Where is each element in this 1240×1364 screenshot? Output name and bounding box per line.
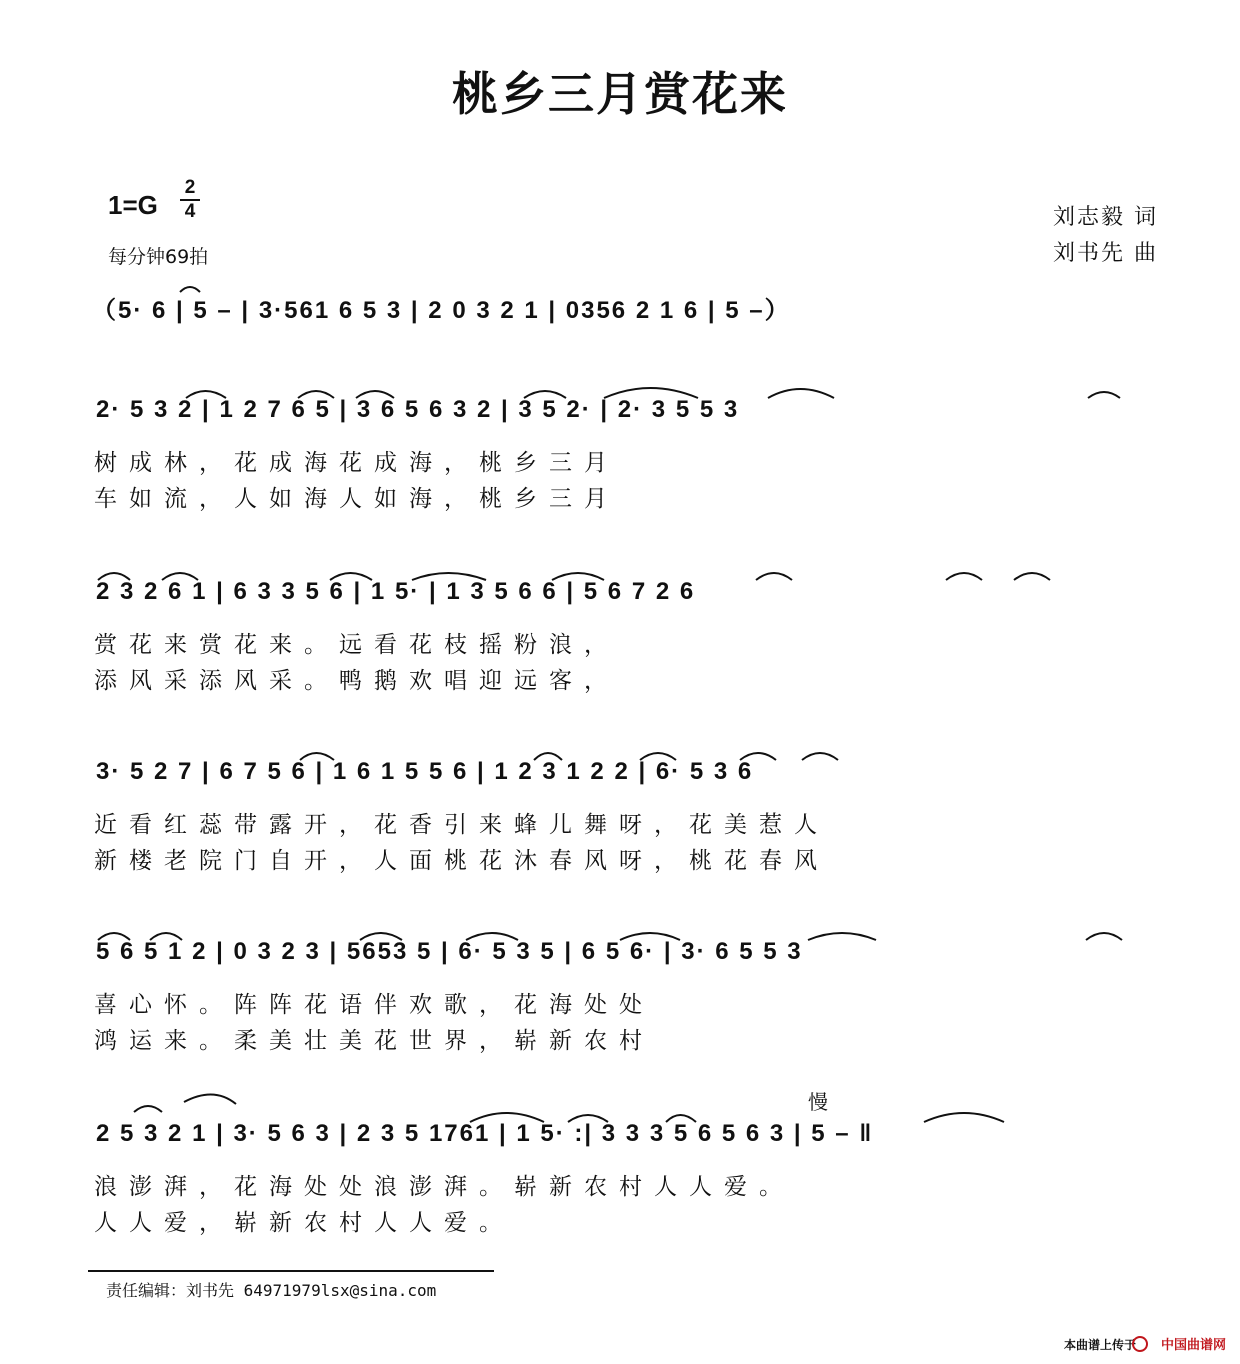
- footer-divider: [88, 1270, 494, 1272]
- slur: [300, 753, 334, 760]
- upload-note: 本曲谱上传于: [1063, 1338, 1136, 1352]
- slur: [1014, 573, 1050, 580]
- lyrics-line-4-verse-1: 喜心怀。阵阵花语伴欢歌，花海处处: [94, 992, 654, 1018]
- slur: [808, 933, 876, 940]
- notation-line-5: 2 5 3 2 1 | 3· 5 6 3 | 2 3 5 1761 | 1 5· :| 3 3 3 5 6 5 6 3 | 5 – ‖: [96, 1120, 874, 1147]
- slur: [1088, 392, 1120, 398]
- slur: [298, 391, 334, 398]
- slur: [150, 933, 182, 940]
- slur: [360, 933, 402, 940]
- lyrics-line-2-verse-2: 添风采添风采。鸭鹅欢唱迎远客，: [94, 668, 619, 694]
- tempo-marking: 每分钟69拍: [108, 246, 209, 268]
- slur: [604, 388, 698, 398]
- time-signature-numerator: 2: [184, 177, 196, 198]
- lyrics-line-5-verse-1: 浪澎湃，花海处处浪澎湃。崭新农村人人爱。: [94, 1174, 794, 1200]
- slur: [1086, 933, 1122, 940]
- slur: [412, 573, 486, 580]
- notation-line-intro: （5· 6 | 5 – | 3·561 6 5 3 | 2 0 3 2 1 | 0356 2 1 6 | 5 –）: [92, 297, 791, 324]
- slur: [620, 933, 680, 940]
- slur: [470, 1113, 544, 1122]
- composer-credit: 刘书先 曲: [1053, 241, 1158, 266]
- slur: [180, 287, 200, 292]
- slur: [756, 573, 792, 580]
- lyrics-line-1-verse-2: 车如流，人如海人如海，桃乡三月: [94, 486, 619, 512]
- brand-logo-text: 中国曲谱网: [1160, 1338, 1226, 1353]
- slur: [740, 753, 776, 760]
- lyrics-line-4-verse-2: 鸿运来。柔美壮美花世界，崭新农村: [94, 1028, 654, 1054]
- lyrics-line-2-verse-1: 赏花来赏花来。远看花枝摇粉浪，: [94, 632, 619, 658]
- editor-credit: 责任编辑：刘书先 64971979lsx@sina.com: [106, 1281, 437, 1300]
- slur: [640, 753, 676, 760]
- lyricist-credit: 刘志毅 词: [1053, 205, 1158, 230]
- slur: [534, 753, 562, 760]
- brand-logo-icon: [1132, 1336, 1148, 1352]
- slur: [356, 391, 394, 398]
- slur: [98, 933, 130, 940]
- tempo-mark-slow: 慢: [808, 1090, 828, 1114]
- page-title: 桃乡三月赏花来: [452, 67, 788, 121]
- slur: [162, 573, 198, 580]
- slur: [184, 1094, 236, 1104]
- slur: [802, 753, 838, 760]
- notation-line-4: 5 6 5 1 2 | 0 3 2 3 | 5653 5 | 6· 5 3 5 | 6 5 6· | 3· 6 5 5 3: [96, 938, 803, 965]
- lyrics-line-1-verse-1: 树成林，花成海花成海，桃乡三月: [94, 450, 619, 476]
- slur: [552, 573, 604, 580]
- lyrics-line-3-verse-1: 近看红蕊带露开，花香引来蜂儿舞呀，花美惹人: [94, 812, 829, 838]
- slur: [924, 1113, 1004, 1122]
- slur: [524, 391, 566, 398]
- time-signature-denominator: 4: [184, 201, 196, 222]
- notation-line-1: 2· 5 3 2 | 1 2 7 6 5 | 3 6 5 6 3 2 | 3 5 2· | 2· 3 5 5 3: [96, 396, 740, 423]
- slur: [666, 1115, 696, 1122]
- key-signature: 1=G: [108, 190, 158, 220]
- notation-line-3: 3· 5 2 7 | 6 7 5 6 | 1 6 1 5 5 6 | 1 2 3 1 2 2 | 6· 5 3 6: [96, 758, 754, 785]
- slur: [568, 1115, 608, 1122]
- slur: [946, 573, 982, 580]
- lyrics-line-3-verse-2: 新楼老院门自开，人面桃花沐春风呀，桃花春风: [94, 848, 829, 874]
- slur: [768, 389, 834, 398]
- slur: [466, 933, 518, 940]
- slur: [330, 573, 372, 580]
- slur: [98, 573, 130, 580]
- slur: [186, 391, 226, 398]
- slur: [134, 1106, 162, 1112]
- notation-line-2: 2 3 2 6 1 | 6 3 3 5 6 | 1 5· | 1 3 5 6 6 | 5 6 7 2 6: [96, 578, 696, 605]
- lyrics-line-5-verse-2: 人人爱，崭新农村人人爱。: [94, 1210, 514, 1236]
